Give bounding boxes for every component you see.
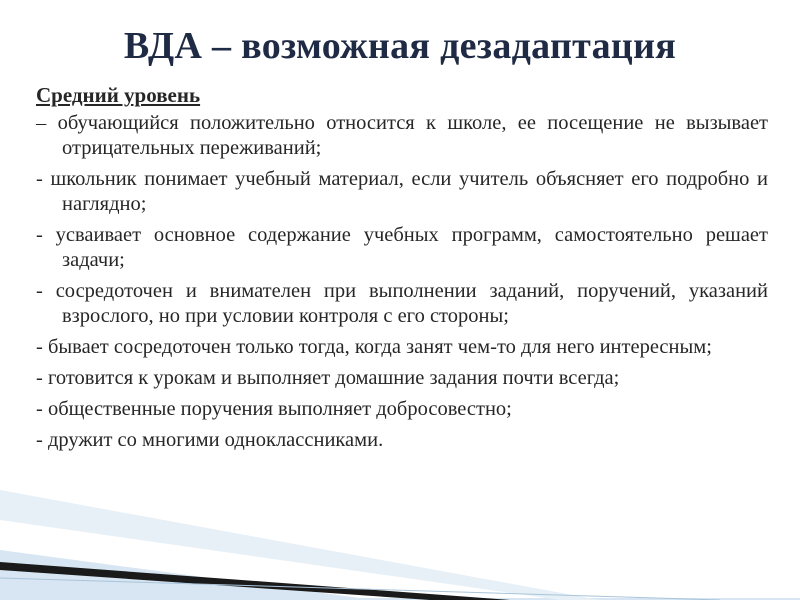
list-item: - сосредоточен и внимателен при выполнении заданий, поручений, указаний взрослого, но при условии контроля с его стороны; — [36, 280, 768, 327]
list-item: - общественные поручения выполняет добросовестно; — [36, 398, 512, 420]
decorative-swoosh — [0, 460, 800, 600]
slide-content — [36, 82, 768, 459]
list-item: - бывает сосредоточен только тогда, когда занят чем-то для него интересным; — [36, 336, 712, 358]
slide-title: ВДА – возможная дезадаптация — [123, 25, 677, 67]
level-subtitle: Средний уровень — [36, 83, 201, 107]
list-item: - дружит со многими одноклассниками. — [36, 429, 384, 451]
list-item: - готовится к урокам и выполняет домашние задания почти всегда; — [36, 367, 620, 389]
list-item: – обучающийся положительно относится к школе, ее посещение не вызывает отрицательных переживаний; — [36, 112, 768, 159]
list-item: - усваивает основное содержание учебных программ, самостоятельно решает задачи; — [36, 224, 768, 271]
list-item: - школьник понимает учебный материал, если учитель объясняет его подробно и наглядно; — [36, 168, 768, 215]
